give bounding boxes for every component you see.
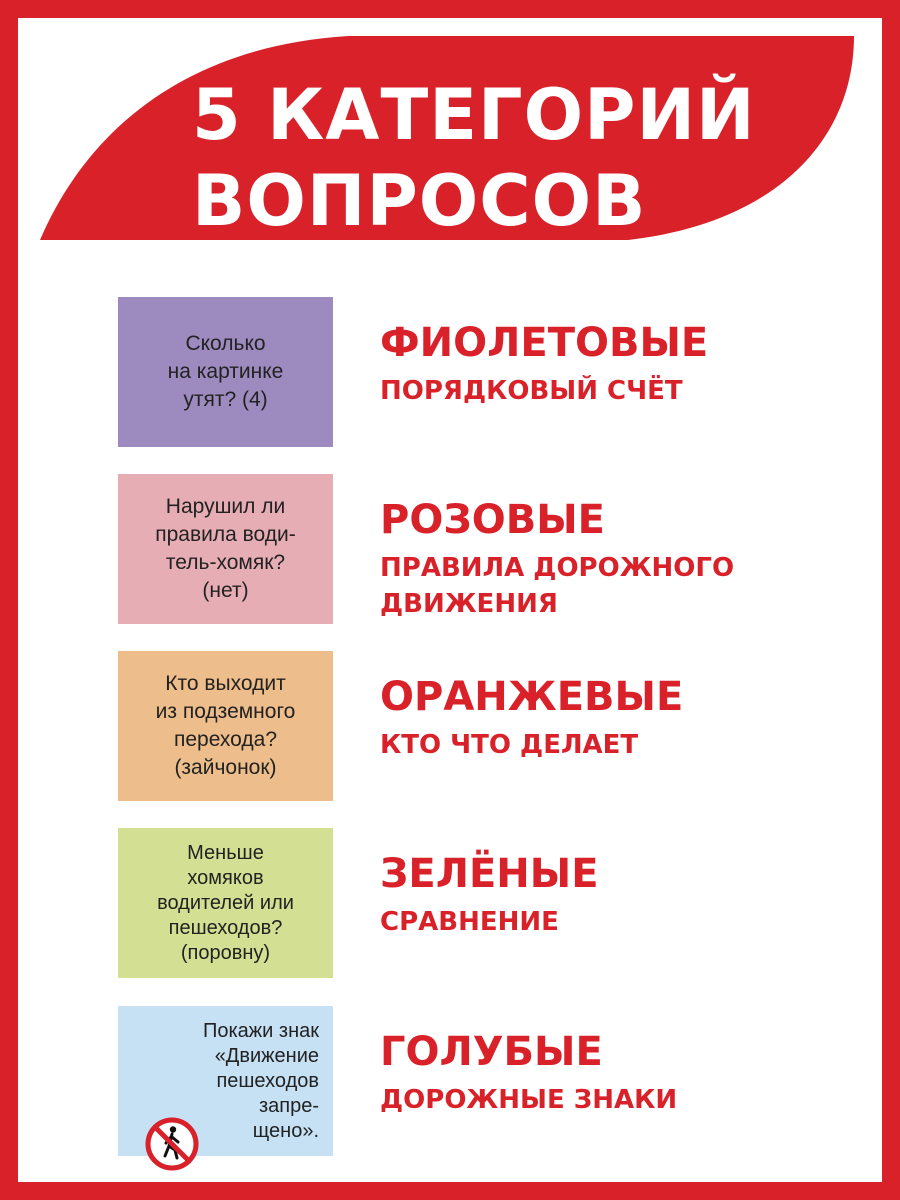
question-card-blue xyxy=(118,1006,333,1156)
category-subtitle: КТО ЧТО ДЕЛАЕТ xyxy=(380,730,639,760)
category-title: РОЗОВЫЕ xyxy=(380,497,605,543)
question-text: Нарушил ли правила води- тель-хомяк? (нет) xyxy=(155,495,296,602)
page-title xyxy=(192,72,756,244)
category-purple xyxy=(118,297,858,449)
title-line-1: 5 КАТЕГОРИЙ xyxy=(192,74,756,156)
category-title: ОРАНЖЕВЫЕ xyxy=(380,674,684,720)
category-pink xyxy=(118,474,858,626)
question-text: Кто выходит из подземного перехода? (зайчонок) xyxy=(155,672,296,779)
category-label-blue xyxy=(380,1028,850,1118)
question-text: Меньше хомяков водителей или пешеходов? (поровну) xyxy=(157,841,294,964)
question-card-pink xyxy=(118,474,333,624)
category-blue xyxy=(118,1006,858,1158)
question-text: Сколько на картинке утят? (4) xyxy=(167,332,284,411)
category-orange xyxy=(118,651,858,803)
category-label-pink xyxy=(380,496,850,622)
category-label-orange xyxy=(380,673,850,763)
category-title: ЗЕЛЁНЫЕ xyxy=(380,851,599,897)
question-card-green xyxy=(118,828,333,978)
category-label-green xyxy=(380,850,850,940)
category-subtitle: ПРАВИЛА ДОРОЖНОГО ДВИЖЕНИЯ xyxy=(380,553,735,619)
category-green xyxy=(118,828,858,980)
question-card-orange xyxy=(118,651,333,801)
category-title: ФИОЛЕТОВЫЕ xyxy=(380,320,709,366)
question-card-purple xyxy=(118,297,333,447)
category-subtitle: ПОРЯДКОВЫЙ СЧЁТ xyxy=(380,376,683,406)
category-subtitle: СРАВНЕНИЕ xyxy=(380,907,559,937)
no-pedestrians-sign-icon xyxy=(144,1088,200,1180)
category-label-purple xyxy=(380,319,850,409)
category-subtitle: ДОРОЖНЫЕ ЗНАКИ xyxy=(380,1085,678,1115)
category-title: ГОЛУБЫЕ xyxy=(380,1029,603,1075)
question-text: Покажи знак «Движение пешеходов запре- щено». xyxy=(202,1019,319,1142)
title-line-2: ВОПРОСОВ xyxy=(192,160,647,242)
